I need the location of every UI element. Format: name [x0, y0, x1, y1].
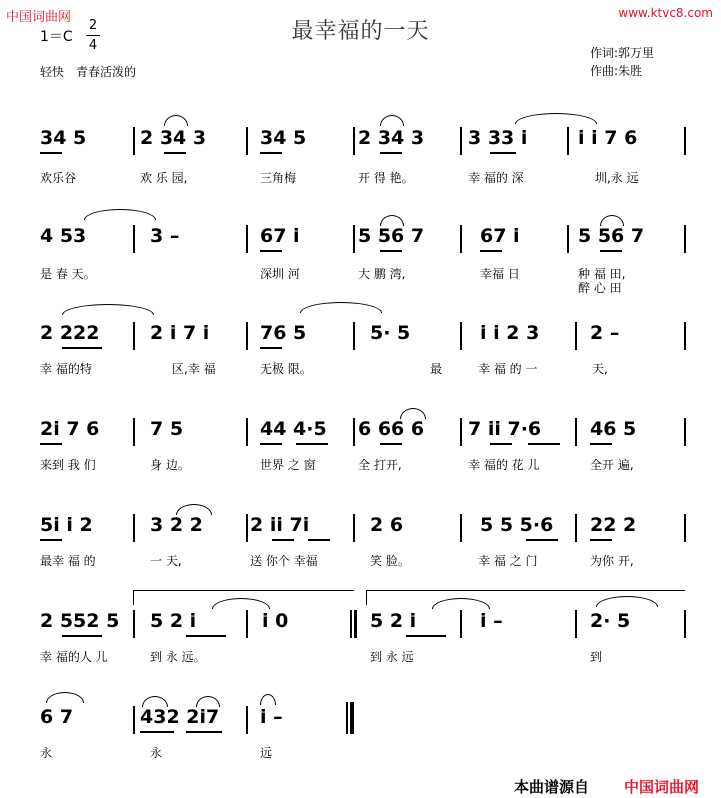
lyric: 最幸 福 的	[40, 554, 96, 568]
barline	[575, 514, 577, 542]
underline	[600, 250, 622, 252]
measure: i –	[480, 610, 503, 632]
barline	[353, 322, 355, 350]
underline	[296, 443, 328, 445]
underline	[260, 152, 282, 154]
barline	[133, 706, 135, 734]
lyric: 幸 福的 花 儿	[468, 458, 540, 472]
barline	[684, 418, 686, 446]
barline	[567, 225, 569, 253]
underline	[260, 347, 282, 349]
measure: 2 222	[40, 322, 100, 344]
measure: 3 33 i	[468, 127, 528, 149]
lyric-alternate: 醉 心 田	[578, 281, 622, 295]
barline	[133, 225, 135, 253]
barline	[353, 225, 355, 253]
measure: i i 7 6	[578, 127, 638, 149]
barline	[353, 418, 355, 446]
lyric: 为你 开,	[590, 554, 634, 568]
lyricist-credit: 作词:郭万里	[590, 46, 655, 60]
measure: 2 34 3	[140, 127, 207, 149]
measure: 7 ii 7·6	[468, 418, 542, 440]
lyric: 是 春 天。	[40, 267, 96, 281]
measure: 67 i	[480, 225, 520, 247]
underline	[272, 539, 294, 541]
lyric: 幸福 日	[480, 267, 520, 281]
measure: 7 5	[150, 418, 184, 440]
measure: 5 56 7	[358, 225, 425, 247]
slur	[300, 302, 382, 313]
lyric: 幸 福的人 儿	[40, 650, 108, 664]
lyric: 远	[260, 746, 273, 760]
barline	[246, 127, 248, 155]
measure: 5 56 7	[578, 225, 645, 247]
measure: 34 5	[260, 127, 307, 149]
barline	[246, 322, 248, 350]
lyric: 最	[430, 362, 443, 376]
underline	[490, 443, 512, 445]
measure: 3 –	[150, 225, 180, 247]
lyric: 开 得 艳。	[358, 171, 414, 185]
underline	[406, 635, 446, 637]
measure: 2 552 5	[40, 610, 120, 632]
barline	[684, 127, 686, 155]
time-signature-line	[86, 35, 100, 36]
barline	[575, 418, 577, 446]
lyric: 幸 福的特	[40, 362, 92, 376]
barline	[684, 610, 686, 638]
barline	[684, 225, 686, 253]
source-site-link[interactable]: 中国词曲网	[624, 778, 700, 796]
lyric: 区,幸 福	[172, 362, 216, 376]
underline	[308, 539, 330, 541]
barline	[133, 418, 135, 446]
measure: 5 2 i	[370, 610, 417, 632]
measure: 44 4·5	[260, 418, 327, 440]
underline	[40, 539, 62, 541]
underline	[260, 443, 282, 445]
barline	[460, 322, 462, 350]
lyric: 大 鹏 湾,	[358, 267, 406, 281]
barline	[246, 610, 248, 638]
lyric: 全 打开,	[358, 458, 402, 472]
score-row-7	[0, 706, 721, 766]
underline	[380, 443, 402, 445]
underline	[186, 635, 226, 637]
measure: 2 –	[590, 322, 620, 344]
measure: 6 7	[40, 706, 74, 728]
slur	[142, 696, 168, 707]
score-row-4	[0, 418, 721, 478]
lyric: 种 福 田,	[578, 267, 626, 281]
underline	[590, 443, 612, 445]
slur	[164, 115, 188, 126]
underline	[40, 152, 62, 154]
underline	[480, 250, 502, 252]
measure: 5 2 i	[150, 610, 197, 632]
lyric: 三角梅	[260, 171, 297, 185]
barline	[460, 514, 462, 542]
measure: 2 6	[370, 514, 404, 536]
barline	[246, 418, 248, 446]
barline	[684, 514, 686, 542]
slur	[46, 692, 84, 703]
underline	[490, 152, 516, 154]
barline	[246, 225, 248, 253]
measure: 4 53	[40, 225, 87, 247]
lyric: 幸 福 之 门	[478, 554, 538, 568]
lyric: 天,	[592, 362, 608, 376]
fermata	[260, 694, 276, 705]
barline	[575, 610, 577, 638]
score-row-6	[0, 610, 721, 670]
barline	[246, 514, 248, 542]
lyric: 身 边。	[150, 458, 190, 472]
measure: 67 i	[260, 225, 300, 247]
underline	[164, 152, 186, 154]
barline	[460, 610, 462, 638]
song-title: 最幸福的一天	[291, 19, 430, 44]
slur	[600, 215, 624, 226]
repeat-barline	[350, 610, 352, 638]
lyric: 欢乐谷	[40, 171, 77, 185]
lyric: 送 你个 幸福	[250, 554, 318, 568]
barline	[460, 418, 462, 446]
measure: 2 i 7 i	[150, 322, 210, 344]
time-signature	[86, 17, 100, 54]
key-signature: 1＝C	[40, 29, 73, 45]
source-label: 本曲谱源自	[514, 778, 590, 796]
measure: i 0	[262, 610, 289, 632]
lyric: 到 永 远	[370, 650, 414, 664]
underline	[380, 250, 402, 252]
slur	[196, 696, 220, 707]
underline	[526, 539, 558, 541]
repeat-barline-thick	[354, 610, 357, 638]
measure: 46 5	[590, 418, 637, 440]
measure: 76 5	[260, 322, 307, 344]
lyric: 来到 我 们	[40, 458, 96, 472]
measure: 2 34 3	[358, 127, 425, 149]
lyric: 幸 福 的 一	[478, 362, 538, 376]
time-signature-bottom: 4	[88, 38, 98, 53]
measure: 5· 5	[370, 322, 411, 344]
slur	[84, 209, 156, 220]
barline	[133, 322, 135, 350]
underline	[260, 250, 282, 252]
barline	[460, 225, 462, 253]
measure: 22 2	[590, 514, 637, 536]
score-row-2	[0, 225, 721, 295]
lyric: 全开 遍,	[590, 458, 634, 472]
measure: 432 2i7	[140, 706, 220, 728]
slur	[380, 215, 404, 226]
measure: 6 66 6	[358, 418, 425, 440]
underline	[40, 443, 62, 445]
lyric: 世界 之 窗	[260, 458, 316, 472]
underline	[140, 731, 174, 733]
measure: 3 2 2	[150, 514, 203, 536]
underline	[380, 152, 402, 154]
measure: i i 2 3	[480, 322, 540, 344]
lyric: 永	[40, 746, 53, 760]
barline	[133, 127, 135, 155]
underline	[590, 539, 612, 541]
barline	[133, 610, 135, 638]
final-barline-thick	[350, 702, 354, 734]
lyric: 圳,永 远	[595, 171, 639, 185]
lyric: 笑 脸。	[370, 554, 410, 568]
site-url-right[interactable]: www.ktvc8.com	[618, 6, 713, 20]
lyric: 到	[590, 650, 603, 664]
lyric: 永	[150, 746, 163, 760]
final-barline-thin	[346, 702, 348, 734]
measure: 34 5	[40, 127, 87, 149]
lyric: 欢 乐 园,	[140, 171, 188, 185]
measure: 5 5 5·6	[480, 514, 554, 536]
slur	[62, 304, 154, 315]
barline	[353, 127, 355, 155]
score-row-5	[0, 514, 721, 574]
barline	[567, 127, 569, 155]
barline	[684, 322, 686, 350]
measure: 2i 7 6	[40, 418, 100, 440]
measure: i –	[260, 706, 283, 728]
slur	[380, 115, 404, 126]
lyric: 一 天,	[150, 554, 182, 568]
underline	[528, 443, 560, 445]
slur	[400, 408, 426, 419]
underline	[186, 731, 222, 733]
barline	[246, 706, 248, 734]
barline	[133, 514, 135, 542]
lyric: 深圳 河	[260, 267, 300, 281]
barline	[575, 322, 577, 350]
measure: 2 ii 7i	[250, 514, 310, 536]
lyric: 幸 福的 深	[468, 171, 524, 185]
composer-credit: 作曲:朱胜	[590, 64, 643, 78]
site-logo-left[interactable]: 中国词曲网	[6, 10, 72, 25]
barline	[353, 514, 355, 542]
score-row-1	[0, 127, 721, 187]
lyric: 到 永 远。	[150, 650, 206, 664]
underline	[62, 635, 102, 637]
measure: 2· 5	[590, 610, 631, 632]
slur	[515, 113, 597, 124]
lyric: 无极 限。	[260, 362, 312, 376]
barline	[460, 127, 462, 155]
underline	[62, 347, 102, 349]
tempo-marking: 轻快 青春活泼的	[40, 65, 137, 79]
score-row-3	[0, 322, 721, 382]
slur	[176, 504, 212, 515]
measure: 5i i 2	[40, 514, 93, 536]
time-signature-top: 2	[88, 18, 98, 33]
